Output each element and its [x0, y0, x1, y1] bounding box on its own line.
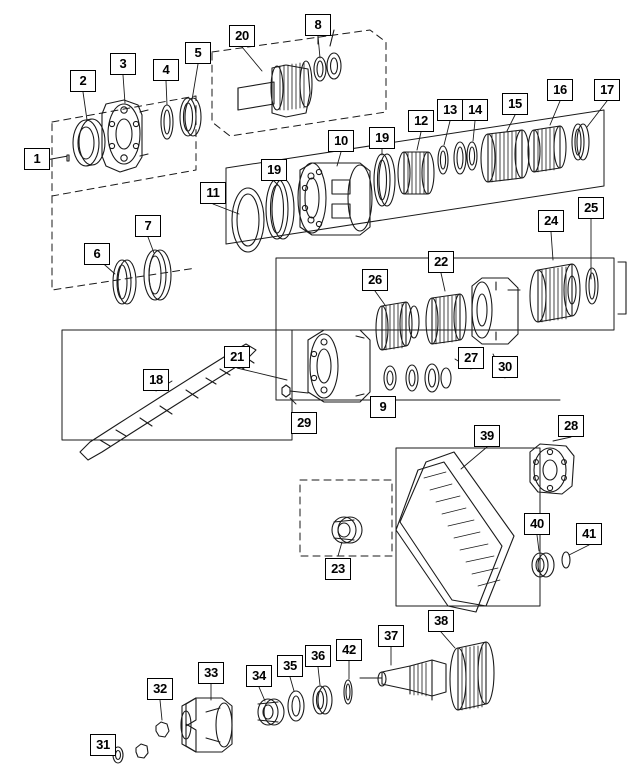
- callout-19[interactable]: 19: [369, 127, 395, 149]
- callout-28[interactable]: 28: [558, 415, 584, 437]
- callout-6[interactable]: 6: [84, 243, 110, 265]
- callout-26[interactable]: 26: [362, 269, 388, 291]
- callout-34[interactable]: 34: [246, 665, 272, 687]
- callout-19b[interactable]: 19: [261, 159, 287, 181]
- callout-22[interactable]: 22: [428, 251, 454, 273]
- callout-24[interactable]: 24: [538, 210, 564, 232]
- callout-35[interactable]: 35: [277, 655, 303, 677]
- callout-13[interactable]: 13: [437, 99, 463, 121]
- callout-40[interactable]: 40: [524, 513, 550, 535]
- callout-2[interactable]: 2: [70, 70, 96, 92]
- callout-11[interactable]: 11: [200, 182, 226, 204]
- callout-39[interactable]: 39: [474, 425, 500, 447]
- callout-9[interactable]: 9: [370, 396, 396, 418]
- callout-27[interactable]: 27: [458, 347, 484, 369]
- callout-8[interactable]: 8: [305, 14, 331, 36]
- callout-5[interactable]: 5: [185, 42, 211, 64]
- callout-17[interactable]: 17: [594, 79, 620, 101]
- callout-15[interactable]: 15: [502, 93, 528, 115]
- callout-25[interactable]: 25: [578, 197, 604, 219]
- callout-18[interactable]: 18: [143, 369, 169, 391]
- callout-33[interactable]: 33: [198, 662, 224, 684]
- callout-7[interactable]: 7: [135, 215, 161, 237]
- callout-37[interactable]: 37: [378, 625, 404, 647]
- callout-23[interactable]: 23: [325, 558, 351, 580]
- callout-4[interactable]: 4: [153, 59, 179, 81]
- callout-36[interactable]: 36: [305, 645, 331, 667]
- callout-1[interactable]: 1: [24, 148, 50, 170]
- callout-29[interactable]: 29: [291, 412, 317, 434]
- callout-32[interactable]: 32: [147, 678, 173, 700]
- callout-31[interactable]: 31: [90, 734, 116, 756]
- callout-41[interactable]: 41: [576, 523, 602, 545]
- callout-38[interactable]: 38: [428, 610, 454, 632]
- callout-30[interactable]: 30: [492, 356, 518, 378]
- callout-42[interactable]: 42: [336, 639, 362, 661]
- callout-20[interactable]: 20: [229, 25, 255, 47]
- callout-21[interactable]: 21: [224, 346, 250, 368]
- callout-10[interactable]: 10: [328, 130, 354, 152]
- callout-12[interactable]: 12: [408, 110, 434, 132]
- callout-14[interactable]: 14: [462, 99, 488, 121]
- callout-16[interactable]: 16: [547, 79, 573, 101]
- callout-3[interactable]: 3: [110, 53, 136, 75]
